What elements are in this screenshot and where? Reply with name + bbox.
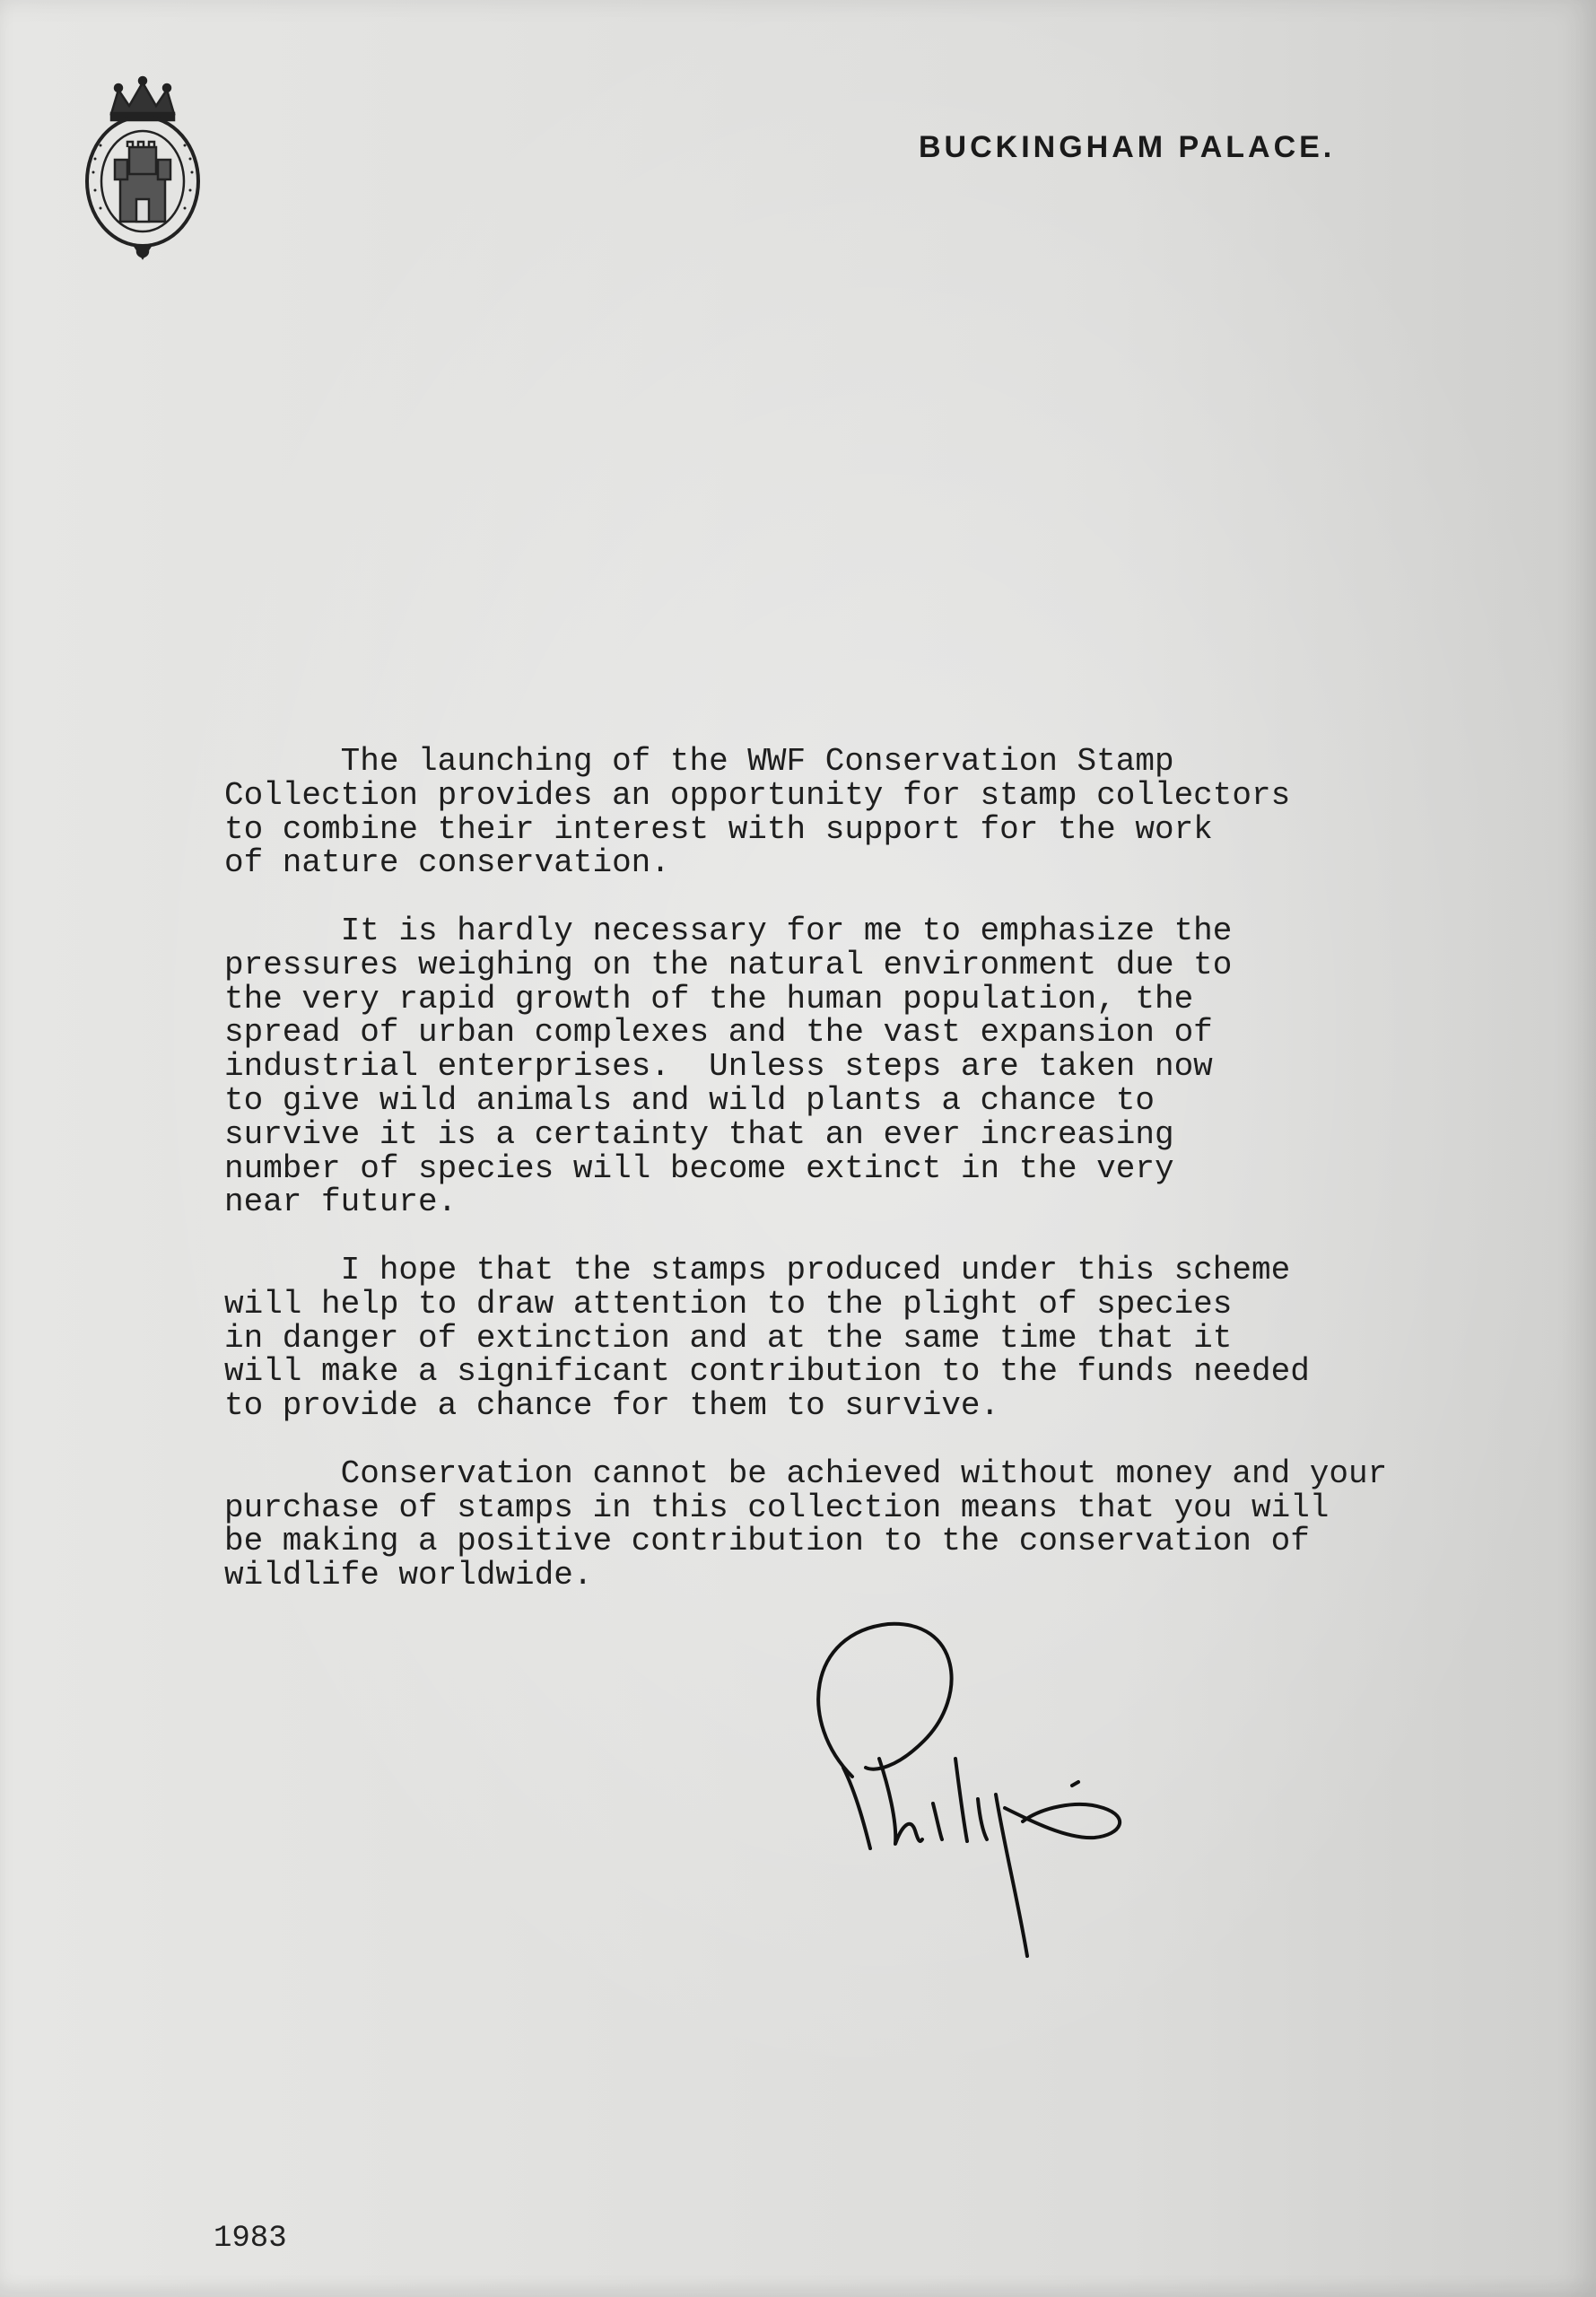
handwritten-signature-icon (789, 1615, 1148, 1965)
royal-crest-icon (75, 74, 210, 262)
footer-year: 1983 (214, 2222, 287, 2256)
letter-paragraph-4: Conservation cannot be achieved without money and your purchase of stamps in this collection means that you will be making a positive contribution to the conservation of wildlife worldwide. (224, 1454, 1388, 1594)
letter-body (224, 745, 1498, 1627)
letter-paragraph-1: The launching of the WWF Conservation Stamp Collection provides an opportunity for stamp collectors to combine their interest with support for the work of nature conservation. (224, 743, 1291, 882)
letterhead-title: BUCKINGHAM PALACE. (919, 130, 1336, 164)
letter-paragraph-3: I hope that the stamps produced under this scheme will help to draw attention to the plight of species in danger of extinction and at the same time that it will make a significant contribution to the funds needed to provide a chance for them to survive. (224, 1251, 1310, 1425)
letter-paragraph-2: It is hardly necessary for me to emphasize the pressures weighing on the natural environment due to the very rapid growth of the human population, the spread of urban complexes and the vast expansion of industrial enterprises. Unless steps are taken now to give wild animals and wild plants a chance to survive it is a certainty that an ever increasing number of species will become extinct in the very near future. (224, 912, 1233, 1221)
